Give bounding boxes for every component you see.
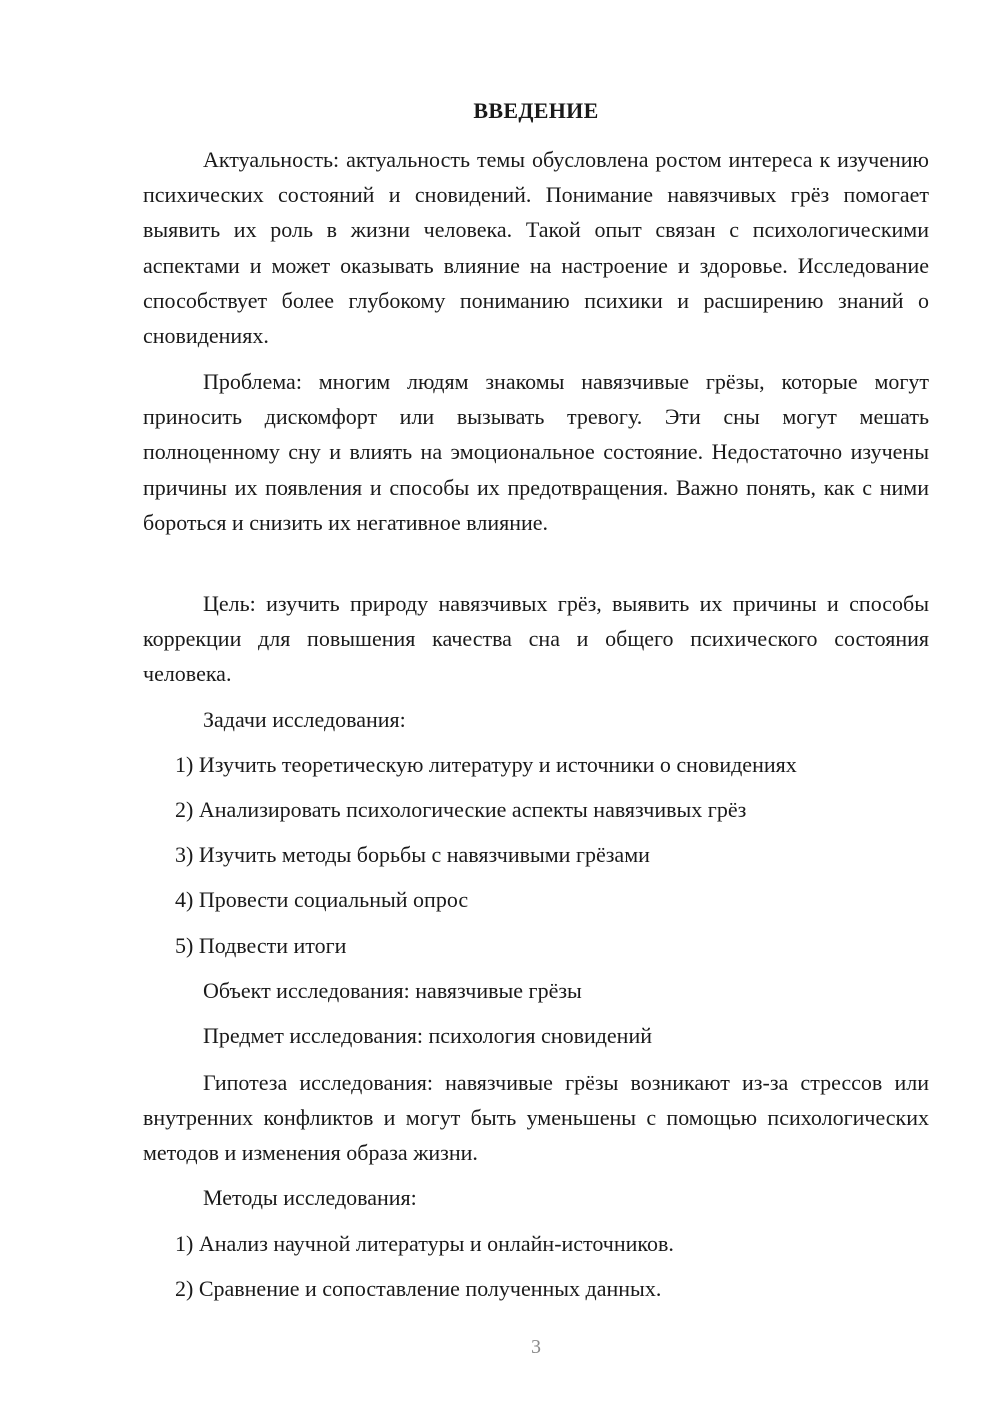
methods-heading: Методы исследования: <box>203 1185 417 1210</box>
relevance-paragraph: Актуальность: актуальность темы обусловлена ростом интереса к изучению психических состояний и сновидений. Понимание навязчивых грёз помогает выявить их роль в жизни человека. Такой опыт связан с психологическими аспектами и может оказывать влияние на настроение и здоровье. Исследование способствует более глубокому пониманию психики и расширению знаний о сновидениях. <box>143 147 929 349</box>
method-item: 1) Анализ научной литературы и онлайн-источников. <box>175 1231 674 1256</box>
research-object: Объект исследования: навязчивые грёзы <box>203 978 582 1003</box>
goal-paragraph: Цель: изучить природу навязчивых грёз, выявить их причины и способы коррекции для повышения качества сна и общего психического состояния человека. <box>143 591 929 687</box>
page-number: 3 <box>531 1336 541 1358</box>
hypothesis-paragraph: Гипотеза исследования: навязчивые грёзы возникают из-за стрессов или внутренних конфликтов и могут быть уменьшены с помощью психологических методов и изменения образа жизни. <box>143 1070 929 1166</box>
task-item: 2) Анализировать психологические аспекты навязчивых грёз <box>175 797 747 822</box>
task-item: 3) Изучить методы борьбы с навязчивыми грёзами <box>175 842 650 867</box>
problem-paragraph: Проблема: многим людям знакомы навязчивые грёзы, которые могут приносить дискомфорт или вызывать тревогу. Эти сны могут мешать полноценному сну и влиять на эмоциональное состояние. Недостаточно изучены причины их появления и способы их предотвращения. Важно понять, как с ними бороться и снизить их негативное влияние. <box>143 369 929 535</box>
task-item: 1) Изучить теоретическую литературу и источники о сновидениях <box>175 752 797 777</box>
task-item: 4) Провести социальный опрос <box>175 887 469 912</box>
page-title: ВВЕДЕНИЕ <box>473 98 599 123</box>
method-item: 2) Сравнение и сопоставление полученных данных. <box>175 1276 662 1301</box>
task-item: 5) Подвести итоги <box>175 933 347 958</box>
tasks-heading: Задачи исследования: <box>203 707 406 732</box>
research-subject: Предмет исследования: психология сновидений <box>203 1023 653 1048</box>
